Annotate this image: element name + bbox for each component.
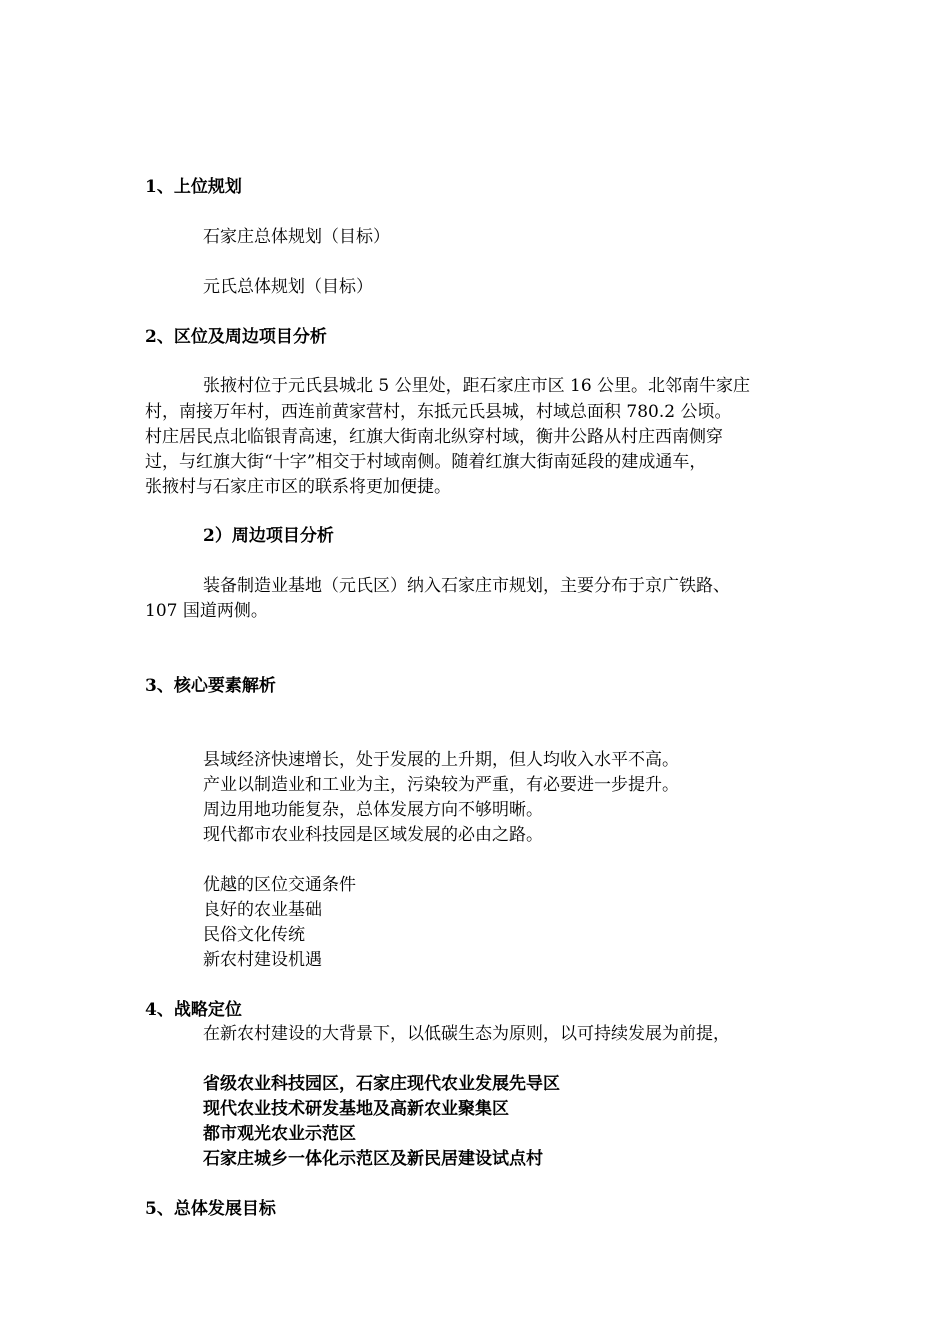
- positioning-item: 石家庄城乡一体化示范区及新民居建设试点村: [203, 1149, 543, 1169]
- list-item: 周边用地功能复杂，总体发展方向不够明晰。: [203, 800, 543, 820]
- paragraph-line: 村庄居民点北临银青高速，红旗大街南北纵穿村域，衡井公路从村庄西南侧穿: [145, 427, 723, 447]
- paragraph-line: 张掖村与石家庄市区的联系将更加便捷。: [145, 477, 451, 497]
- list-item: 现代都市农业科技园是区域发展的必由之路。: [203, 825, 543, 845]
- section-heading-2: 2、区位及周边项目分析: [145, 327, 327, 347]
- section-heading-4: 4、战略定位: [145, 1000, 242, 1020]
- list-item: 优越的区位交通条件: [203, 875, 356, 895]
- list-item: 县域经济快速增长，处于发展的上升期，但人均收入水平不高。: [203, 750, 679, 770]
- paragraph-line: 张掖村位于元氏县城北 5 公里处，距石家庄市区 16 公里。北邻南牛家庄: [203, 376, 751, 396]
- positioning-item: 省级农业科技园区，石家庄现代农业发展先导区: [203, 1074, 560, 1094]
- list-item: 产业以制造业和工业为主，污染较为严重，有必要进一步提升。: [203, 775, 679, 795]
- section-heading-1: 1、上位规划: [145, 177, 242, 197]
- positioning-item: 都市观光农业示范区: [203, 1124, 356, 1144]
- paragraph-line: 装备制造业基地（元氏区）纳入石家庄市规划，主要分布于京广铁路、: [203, 576, 730, 596]
- sub-heading: 2）周边项目分析: [203, 526, 334, 546]
- paragraph-line: 过，与红旗大街“十字”相交于村域南侧。随着红旗大街南延段的建成通车，: [145, 452, 707, 472]
- list-item: 新农村建设机遇: [203, 950, 322, 970]
- paragraph-line: 村，南接万年村，西连前黄家营村，东抵元氏县城，村域总面积 780.2 公顷。: [145, 402, 732, 422]
- paragraph-line: 107 国道两侧。: [145, 601, 268, 621]
- section-heading-3: 3、核心要素解析: [145, 676, 276, 696]
- paragraph-line: 在新农村建设的大背景下，以低碳生态为原则，以可持续发展为前提，: [203, 1024, 730, 1044]
- list-item: 民俗文化传统: [203, 925, 305, 945]
- list-item: 石家庄总体规划（目标）: [203, 227, 390, 247]
- section-heading-5: 5、总体发展目标: [145, 1199, 276, 1219]
- list-item: 元氏总体规划（目标）: [203, 277, 373, 297]
- list-item: 良好的农业基础: [203, 900, 322, 920]
- positioning-item: 现代农业技术研发基地及高新农业聚集区: [203, 1099, 509, 1119]
